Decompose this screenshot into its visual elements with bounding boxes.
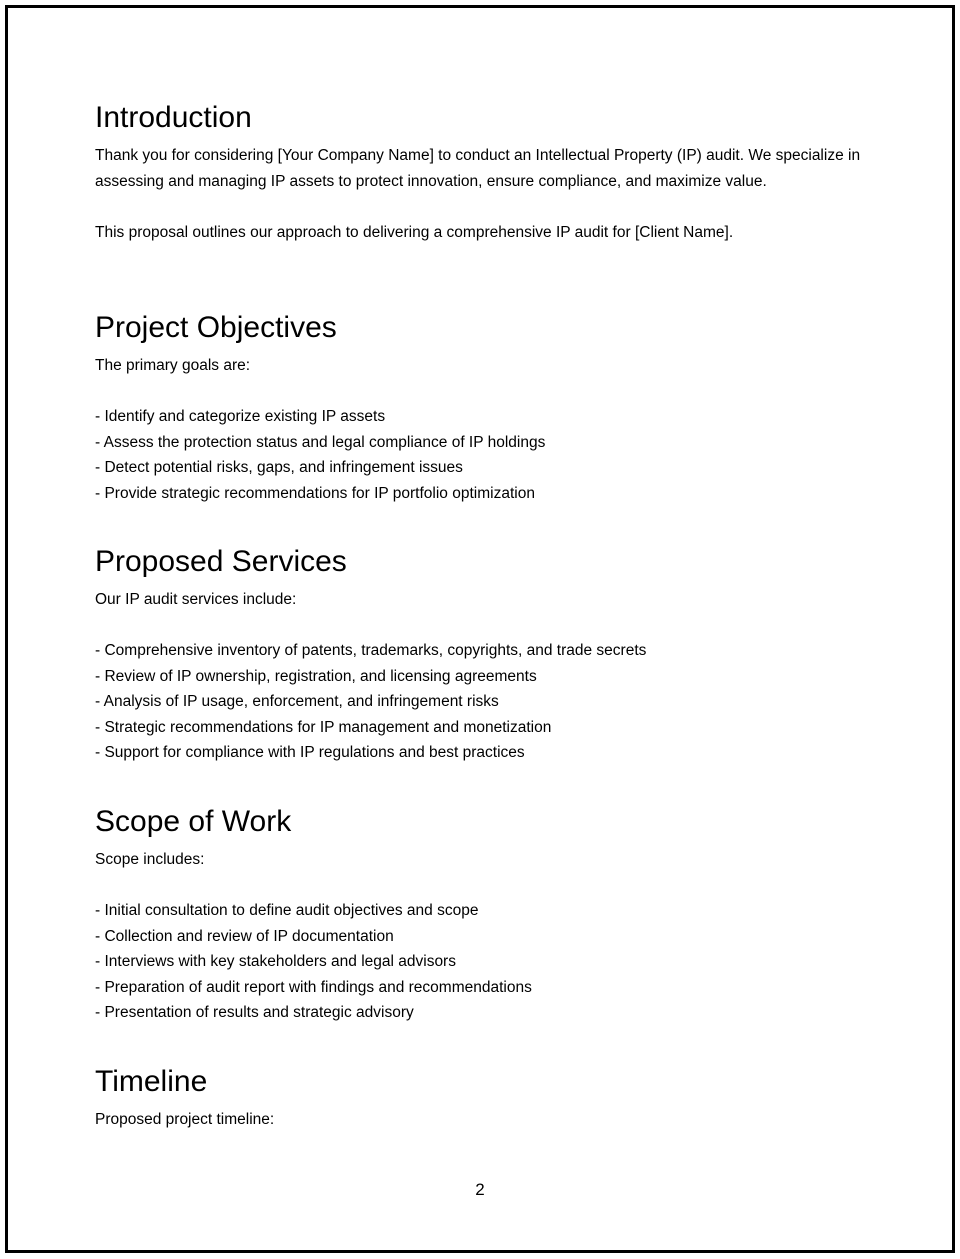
list-item: - Strategic recommendations for IP management and monetization: [95, 718, 552, 736]
list-item: - Analysis of IP usage, enforcement, and infringement risks: [95, 693, 499, 710]
list-item: - Assess the protection status and legal compliance of IP holdings: [95, 433, 546, 451]
objectives-list: [95, 404, 875, 506]
list-item: - Provide strategic recommendations for IP portfolio optimization: [95, 484, 535, 502]
list-item: - Review of IP ownership, registration, and licensing agreements: [95, 667, 537, 685]
objectives-intro: The primary goals are:: [95, 357, 251, 374]
list-item: - Presentation of results and strategic advisory: [95, 1004, 414, 1021]
list-item: - Support for compliance with IP regulations and best practices: [95, 744, 525, 761]
section-scope-of-work: [95, 804, 875, 1026]
list-item: - Preparation of audit report with findings and recommendations: [95, 978, 532, 996]
page-number: 2: [475, 1180, 485, 1199]
section-introduction: [95, 100, 875, 245]
list-item: - Comprehensive inventory of patents, trademarks, copyrights, and trade secrets: [95, 642, 647, 659]
services-list: [95, 638, 875, 766]
objectives-heading: Project Objectives: [95, 311, 337, 344]
section-timeline: [95, 1064, 875, 1133]
services-heading: Proposed Services: [95, 545, 347, 578]
timeline-intro: Proposed project timeline:: [95, 1111, 275, 1128]
scope-heading: Scope of Work: [95, 805, 292, 838]
services-intro: Our IP audit services include:: [95, 591, 297, 608]
list-item: - Collection and review of IP documentation: [95, 927, 394, 945]
introduction-paragraph-2: This proposal outlines our approach to delivering a comprehensive IP audit for [Client Name].: [95, 223, 734, 241]
list-item: - Detect potential risks, gaps, and infringement issues: [95, 459, 463, 476]
list-item: - Interviews with key stakeholders and legal advisors: [95, 953, 456, 970]
scope-list: [95, 898, 875, 1026]
timeline-heading: Timeline: [95, 1065, 208, 1098]
scope-intro: Scope includes:: [95, 851, 205, 868]
section-project-objectives: [95, 310, 875, 506]
list-item: - Identify and categorize existing IP assets: [95, 408, 386, 425]
list-item: - Initial consultation to define audit objectives and scope: [95, 902, 479, 919]
section-proposed-services: [95, 544, 875, 766]
introduction-paragraph-1: Thank you for considering [Your Company Name] to conduct an Intellectual Property (IP) audit. We specialize in assessing and managing IP assets to protect innovation, ensure compliance, and maximize value.: [95, 147, 861, 190]
introduction-heading: Introduction: [95, 101, 252, 134]
